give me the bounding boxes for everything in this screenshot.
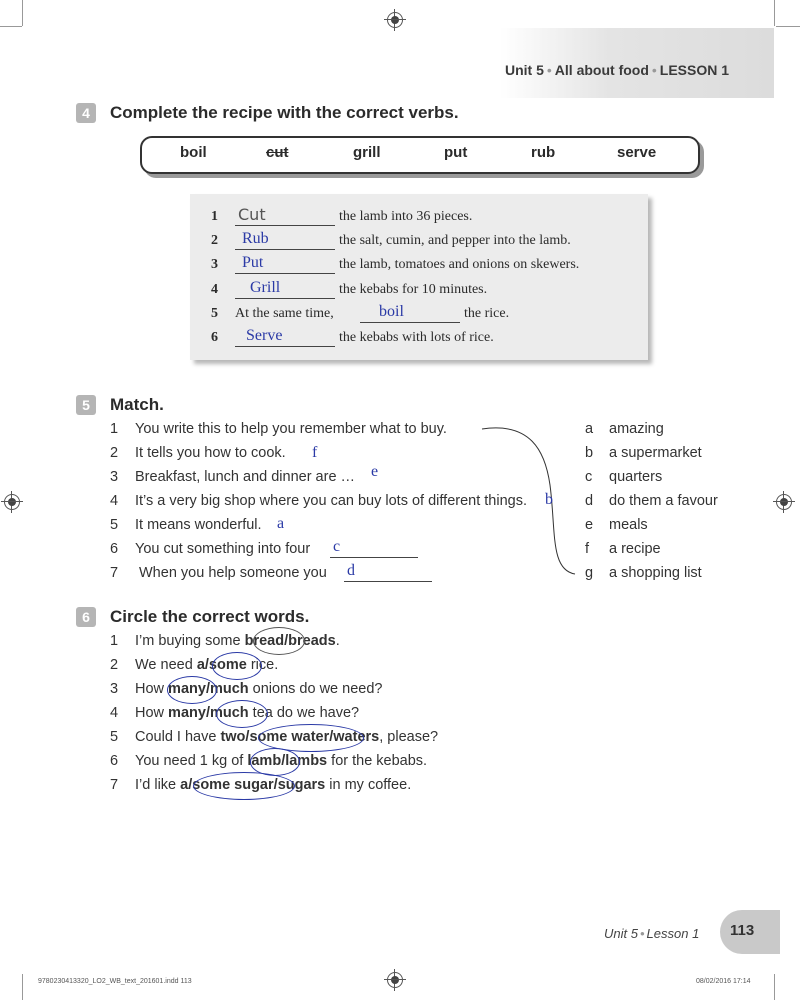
exercise-4-title: Complete the recipe with the correct verbs.	[110, 103, 459, 122]
match-item-text: It tells you how to cook.	[135, 445, 286, 461]
answer-circle	[212, 652, 262, 680]
page-number: 113	[730, 922, 755, 939]
match-option-text: amazing	[609, 421, 664, 437]
recipe-item-number: 2	[211, 233, 218, 248]
header-unit: Unit 5	[505, 62, 544, 78]
footer-lesson: Lesson 1	[646, 926, 700, 941]
answer-circle	[216, 700, 268, 728]
option-a[interactable]: a	[196, 657, 205, 673]
match-option-letter: a	[585, 421, 594, 437]
option-sugars[interactable]: sugars	[277, 777, 326, 793]
circle-item-number: 6	[110, 753, 119, 769]
handwritten-answer: Cut	[238, 205, 266, 224]
word-cut-crossed: cut	[266, 144, 289, 161]
option-many[interactable]: many	[168, 681, 206, 697]
header-topic: All about food	[554, 62, 649, 78]
match-option-letter: b	[585, 445, 594, 461]
match-option-letter: f	[585, 541, 590, 557]
circle-item: I’m buying some bread/breads.	[135, 633, 340, 649]
circle-item: We need a/some rice.	[135, 657, 279, 673]
match-item-text: You write this to help you remember what to buy.	[135, 421, 447, 437]
circle-item-number: 5	[110, 729, 119, 745]
match-option-text: quarters	[609, 469, 663, 485]
option-much[interactable]: much	[209, 705, 249, 721]
word-grill: grill	[353, 144, 381, 161]
registration-mark-right	[776, 494, 792, 510]
match-item-number: 3	[110, 469, 119, 485]
handwritten-answer: d	[347, 562, 355, 579]
match-item-number: 2	[110, 445, 119, 461]
circle-item: I’d like a/some sugar/sugars in my coffee.	[135, 777, 412, 793]
handwritten-answer: f	[312, 444, 318, 461]
option-breads[interactable]: breads	[288, 633, 336, 649]
match-item-text: When you help someone you	[139, 565, 327, 581]
crop-mark	[22, 974, 23, 1000]
match-option-text: a shopping list	[609, 565, 702, 581]
recipe-item-text: the kebabs for 10 minutes.	[339, 282, 488, 297]
answer-blank[interactable]	[360, 306, 460, 323]
recipe-item-text: the salt, cumin, and pepper into the lamb.	[339, 233, 571, 248]
exercise-5-number: 5	[76, 395, 96, 415]
crop-mark	[776, 26, 800, 27]
option-much[interactable]: much	[209, 681, 249, 697]
recipe-item-pretext: At the same time,	[235, 306, 334, 321]
match-option-text: do them a favour	[609, 493, 718, 509]
word-serve: serve	[617, 144, 657, 161]
option-a[interactable]: a	[180, 777, 189, 793]
option-many[interactable]: many	[168, 705, 206, 721]
answer-blank[interactable]	[344, 565, 432, 582]
circle-item: How many/much tea do we have?	[135, 705, 360, 721]
option-some-sugar[interactable]: some sugar	[192, 777, 274, 793]
crop-mark	[22, 0, 23, 26]
match-item-text: Breakfast, lunch and dinner are …	[135, 469, 356, 485]
handwritten-answer: boil	[379, 303, 404, 320]
match-item-number: 4	[110, 493, 119, 509]
word-boil: boil	[180, 144, 207, 161]
handwritten-answer: c	[333, 538, 341, 555]
circle-item-number: 4	[110, 705, 119, 721]
handwritten-answer: Put	[242, 254, 264, 271]
crop-mark	[774, 974, 775, 1000]
match-option-text: a recipe	[609, 541, 661, 557]
answer-circle	[253, 627, 305, 655]
option-lambs[interactable]: lambs	[285, 753, 328, 769]
option-waters[interactable]: waters	[333, 729, 380, 745]
page-header: Unit 5 • All about food • LESSON 1	[505, 62, 730, 78]
match-item-text: It’s a very big shop where you can buy lots of different things.	[135, 493, 527, 509]
circle-item-number: 7	[110, 777, 119, 793]
exercise-6-number: 6	[76, 607, 96, 627]
word-rub: rub	[531, 144, 556, 161]
print-slug-date: 08/02/2016 17:14	[696, 978, 751, 985]
crop-mark	[774, 0, 775, 26]
match-item-text: You cut something into four	[135, 541, 311, 557]
handwritten-answer: e	[371, 463, 379, 480]
recipe-item-number: 5	[211, 306, 218, 321]
circle-item: How many/much onions do we need?	[135, 681, 383, 697]
answer-circle	[193, 772, 295, 800]
match-option-text: meals	[609, 517, 648, 533]
exercise-5-title: Match.	[110, 395, 164, 414]
recipe-item-text: the kebabs with lots of rice.	[339, 330, 494, 345]
match-item-text: It means wonderful.	[135, 517, 262, 533]
circle-item: Could I have two/some water/waters, please?	[135, 729, 439, 745]
registration-mark-bottom	[387, 972, 403, 988]
word-put: put	[444, 144, 468, 161]
exercise-4-number: 4	[76, 103, 96, 123]
match-option-letter: e	[585, 517, 594, 533]
recipe-item-number: 4	[211, 282, 218, 297]
recipe-item-number: 6	[211, 330, 218, 345]
word-box	[140, 136, 700, 174]
handwritten-answer: a	[277, 515, 285, 532]
option-lamb[interactable]: lamb	[247, 753, 282, 769]
circle-item-number: 2	[110, 657, 119, 673]
page-footer: Unit 5 • Lesson 1	[604, 926, 700, 941]
handwritten-answer: b	[545, 491, 553, 508]
registration-mark-top	[387, 12, 403, 28]
option-two[interactable]: two	[220, 729, 246, 745]
match-item-number: 1	[110, 421, 119, 437]
match-option-letter: c	[585, 469, 593, 485]
circle-item-number: 1	[110, 633, 119, 649]
registration-mark-left	[4, 494, 20, 510]
answer-circle	[167, 676, 217, 704]
match-option-letter: g	[585, 565, 594, 581]
recipe-item-text: the rice.	[464, 306, 510, 321]
circle-item: You need 1 kg of lamb/lambs for the kebabs.	[135, 753, 428, 769]
recipe-item-number: 1	[211, 209, 218, 224]
match-item-number: 7	[110, 565, 119, 581]
handwritten-answer: Rub	[242, 230, 269, 247]
match-option-letter: d	[585, 493, 594, 509]
option-some[interactable]: some	[208, 657, 247, 673]
recipe-item-text: the lamb, tomatoes and onions on skewers.	[339, 257, 580, 272]
crop-mark	[0, 26, 22, 27]
option-bread[interactable]: bread	[244, 633, 285, 649]
handwritten-answer: Serve	[246, 327, 283, 344]
exercise-6-title: Circle the correct words.	[110, 607, 310, 626]
recipe-item-number: 3	[211, 257, 218, 272]
answer-blank[interactable]	[330, 541, 418, 558]
recipe-item-text: the lamb into 36 pieces.	[339, 209, 473, 224]
footer-unit: Unit 5	[604, 926, 638, 941]
match-option-text: a supermarket	[609, 445, 702, 461]
option-some-water[interactable]: some water	[249, 729, 330, 745]
match-item-number: 6	[110, 541, 119, 557]
circle-item-number: 3	[110, 681, 119, 697]
handwritten-answer: Grill	[250, 279, 281, 296]
header-lesson: LESSON 1	[659, 62, 730, 78]
match-item-number: 5	[110, 517, 119, 533]
print-slug-file: 9780230413320_LO2_WB_text_201601.indd 113	[38, 978, 192, 985]
